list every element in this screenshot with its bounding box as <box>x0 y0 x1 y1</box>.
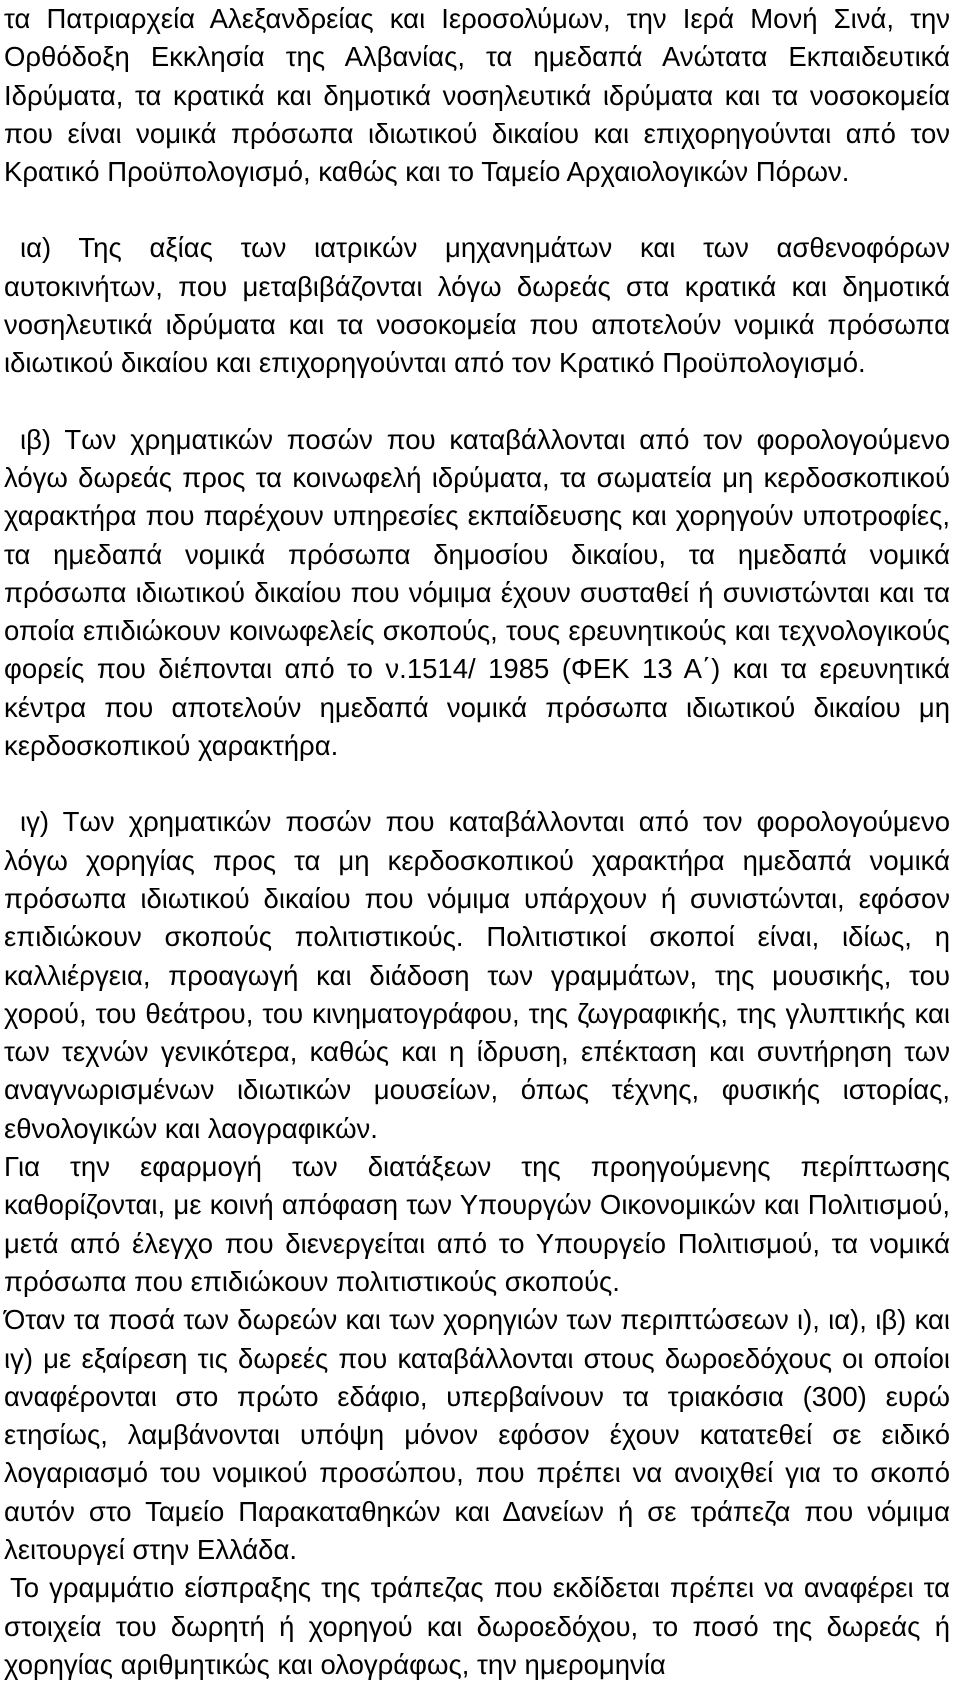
paragraph-receipt: Το γραμμάτιο είσπραξης της τράπεζας που εκδίδεται πρέπει να αναφέρει τα στοιχεία του δωρητή ή χορηγού και δωροεδόχου, το ποσό της δωρεάς ή χορηγίας αριθμητικώς και ολογράφως, την ημερομηνία <box>4 1572 950 1680</box>
paragraph-amounts: Όταν τα ποσά των δωρεών και των χορηγιών των περιπτώσεων ι), ια), ιβ) και ιγ) με εξαίρεση τις δωρεές που καταβάλλονται στους δωροεδόχους οι οποίοι αναφέρονται στο πρώτο εδάφιο, υπερβαίνουν τα τριακόσια (300) ευρώ ετησίως, λαμβάνονται υπόψη μόνον εφόσον έχουν κατατεθεί σε ειδικό λογαριασμό του νομικού προσώπου, που πρέπει να ανοιχθεί για το σκοπό αυτόν στο Ταμείο Παρακαταθηκών και Δανείων ή σε τράπεζα που νόμιμα λειτουργεί στην Ελλάδα. <box>4 1304 950 1565</box>
paragraph-ia: ια) Της αξίας των ιατρικών μηχανημάτων και των ασθενοφόρων αυτοκινήτων, που μεταβιβάζονται λόγω δωρεάς στα κρατικά και δημοτικά νοσηλευτικά ιδρύματα και τα νοσοκομεία που αποτελούν νομικά πρόσωπα ιδιωτικού δικαίου και επιχορηγούνται από τον Κρατικό Προϋπολογισμό. <box>4 232 950 379</box>
paragraph-intro: τα Πατριαρχεία Αλεξανδρείας και Ιεροσολύμων, την Ιερά Μονή Σινά, την Ορθόδοξη Εκκλησία της Αλβανίας, τα ημεδαπά Ανώτατα Εκπαιδευτικά Ιδρύματα, τα κρατικά και δημοτικά νοσηλευτικά ιδρύματα και τα νοσοκομεία που είναι νομικά πρόσωπα ιδιωτικού δικαίου και επιχορηγούνται από τον Κρατικό Προϋπολογισμό, καθώς και το Ταμείο Αρχαιολογικών Πόρων. <box>4 3 950 188</box>
paragraph-ib: ιβ) Των χρηματικών ποσών που καταβάλλονται από τον φορολογούμενο λόγω δωρεάς προς τα κοινωφελή ιδρύματα, τα σωματεία μη κερδοσκοπικού χαρακτήρα που παρέχουν υπηρεσίες εκπαίδευσης και χορηγούν υποτροφίες, τα ημεδαπά νομικά πρόσωπα δημοσίου δικαίου, τα ημεδαπά νομικά πρόσωπα ιδιωτικού δικαίου που νόμιμα έχουν συσταθεί ή συνιστώνται και τα οποία επιδιώκουν κοινωφελείς σκοπούς, τους ερευνητικούς και τεχνολογικούς φορείς που διέπονται από το ν.1514/ 1985 (ΦΕΚ 13 Α΄) και τα ερευνητικά κέντρα που αποτελούν ημεδαπά νομικά πρόσωπα ιδιωτικού δικαίου μη κερδοσκοπικού χαρακτήρα. <box>4 423 950 762</box>
paragraph-application: Για την εφαρμογή των διατάξεων της προηγούμενης περίπτωσης καθορίζονται, με κοινή απόφαση των Υπουργών Οικονομικών και Πολιτισμού, μετά από έλεγχο που διενεργείται από το Υπουργείο Πολιτισμού, τα νομικά πρόσωπα που επιδιώκουν πολιτιστικούς σκοπούς. <box>4 1151 950 1297</box>
paragraph-ig: ιγ) Των χρηματικών ποσών που καταβάλλονται από τον φορολογούμενο λόγω χορηγίας προς τα μη κερδοσκοπικού χαρακτήρα ημεδαπά νομικά πρόσωπα ιδιωτικού δικαίου που νόμιμα υπάρχουν ή συνιστώνται, εφόσον επιδιώκουν σκοπούς πολιτιστικούς. Πολιτιστικοί σκοποί είναι, ιδίως, η καλλιέργεια, προαγωγή και διάδοση των γραμμάτων, της μουσικής, του χορού, του θεάτρου, του κινηματογράφου, της ζωγραφικής, της γλυπτικής και των τεχνών γενικότερα, καθώς και η ίδρυση, επέκταση και συντήρηση των αναγνωρισμένων ιδιωτικών μουσείων, όπως τέχνης, φυσικής ιστορίας, εθνολογικών και λαογραφικών. <box>4 806 950 1144</box>
